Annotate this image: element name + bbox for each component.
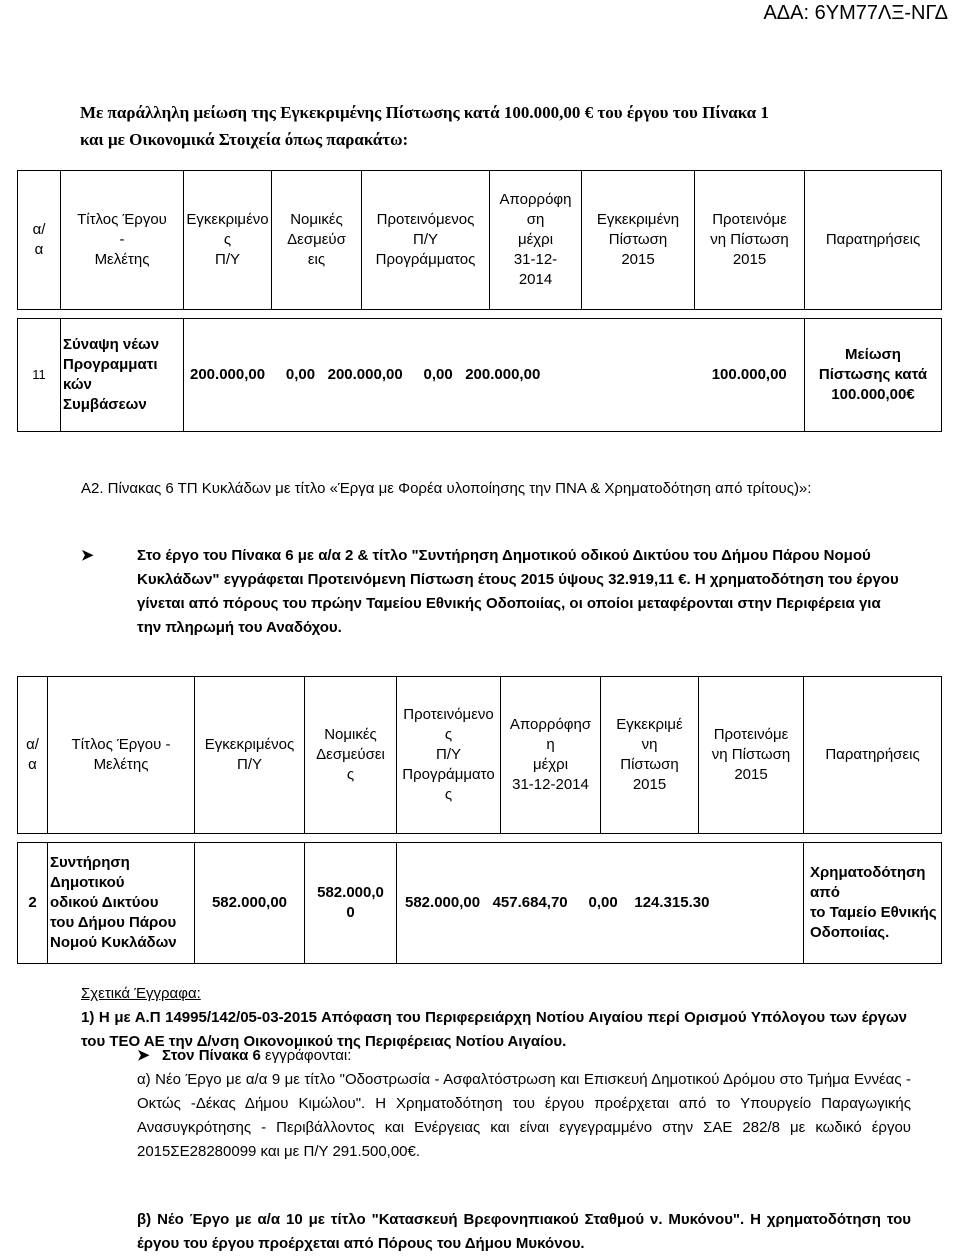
table-row — [18, 843, 942, 964]
t2-header-approved-credit: Εγκεκριμέ νη Πίστωση 2015 — [601, 677, 699, 834]
related-bullet-2-label: Στον Πίνακα 6 — [162, 1047, 261, 1064]
t1-row-aa: 11 — [18, 319, 61, 432]
t2-header-absorption: Απορρόφησ η μέχρι 31-12-2014 — [501, 677, 601, 834]
arrow-bullet-icon: ➤ — [137, 1047, 150, 1064]
t2-header-title: Τίτλος Έργου - Μελέτης — [48, 677, 195, 834]
section-a2-heading: Α2. Πίνακας 6 ΤΠ Κυκλάδων με τίτλο «Έργα με Φορέα υλοποίησης την ΠΝΑ & Χρηματοδότηση από τρίτους)»: — [81, 480, 812, 497]
table-row — [18, 319, 942, 432]
t2-row-legal: 582.000,0 0 — [305, 843, 397, 964]
t1-row-proposed-credit: 100.000,00 — [695, 319, 805, 432]
t2-row-aa: 2 — [18, 843, 48, 964]
t2-header-remarks: Παρατηρήσεις — [804, 677, 942, 834]
related-bullet-2-rest: εγγράφονται: — [265, 1047, 352, 1064]
section-a2-bullet — [81, 544, 909, 640]
t2-row-values: 582.000,00 457.684,70 0,00 124.315.30 — [397, 843, 804, 964]
section-a2-bullet-text: Στο έργο του Πίνακα 6 με α/α 2 & τίτλο "Συντήρηση Δημοτικού οδικού Δικτύου του Δήμου Πάρου Νομού Κυκλάδων" εγγράφεται Προτεινόμενη Πίστωση έτους 2015 ύψους 32.919,11 €. Η χρηματοδότηση του έργου γίνεται από πόρους του πρώην Ταμείου Εθνικής Οδοποιίας, οι οποίοι μεταφέρονται στην Περιφέρεια για την πληρωμή του Αναδόχου. — [137, 547, 899, 636]
t1-row-remarks: Μείωση Πίστωσης κατά 100.000,00€ — [805, 319, 942, 432]
t1-header-proposed: Προτεινόμενος Π/Υ Προγράμματος — [362, 171, 490, 310]
t1-header-title: Τίτλος Έργου - Μελέτης — [61, 171, 184, 310]
t1-header-aa: α/ α — [18, 171, 61, 310]
t1-row-values: 200.000,00 0,00 200.000,00 0,00 200.000,00 — [184, 319, 695, 432]
t2-header-proposed: Προτεινόμενο ς Π/Υ Προγράμματο ς — [397, 677, 501, 834]
t1-header-legal: Νομικές Δεσμεύσ εις — [272, 171, 362, 310]
t1-header-approved: Εγκεκριμένο ς Π/Υ — [184, 171, 272, 310]
t2-header-approved: Εγκεκριμένος Π/Υ — [195, 677, 305, 834]
t2-header-proposed-credit: Προτεινόμε νη Πίστωση 2015 — [699, 677, 804, 834]
t1-header-absorption: Απορρόφη ση μέχρι 31-12- 2014 — [490, 171, 582, 310]
t2-row-approved: 582.000,00 — [195, 843, 305, 964]
related-item-1: 1) Η με Α.Π 14995/142/05-03-2015 Απόφαση του Περιφερειάρχη Νοτίου Αιγαίου περί Ορισμού Υπόλογου των έργων του ΤΕΟ ΑΕ την Δ/νση Οικονομικού της Περιφέρειας Νοτίου Αιγαίου. — [81, 1009, 907, 1050]
t2-row-remarks: Χρηματοδότηση από το Ταμείο Εθνικής Οδοποιίας. — [804, 843, 942, 964]
t1-header-proposed-credit: Προτεινόμε νη Πίστωση 2015 — [695, 171, 805, 310]
t2-header-legal: Νομικές Δεσμεύσει ς — [305, 677, 397, 834]
table-2-header-row — [18, 677, 942, 834]
intro-line-1: Με παράλληλη μείωση της Εγκεκριμένης Πίστωσης κατά 100.000,00 € του έργου του Πίνακα 1 — [80, 103, 769, 122]
t1-header-approved-credit: Εγκεκριμένη Πίστωση 2015 — [582, 171, 695, 310]
table-2 — [17, 676, 942, 964]
arrow-bullet-icon: ➤ — [81, 547, 94, 564]
intro-line-2: και με Οικονομικά Στοιχεία όπως παρακάτω: — [80, 130, 409, 149]
table-1-header-row — [18, 171, 942, 310]
related-item-a: α) Νέο Έργο με α/α 9 με τίτλο "Οδοστρωσία - Ασφαλτόστρωση και Επισκευή Δημοτικού Δρόμου στο Τμήμα Εννέας - Οκτώς -Δέκας Δήμου Κιμώλου". Η Χρηματοδότηση του έργου προέρχεται από το Υπουργείο Παραγωγικής Ανασυγκρότησης - Περιβάλλοντος και Ενέργειας και είναι εγγεγραμμένο στην ΣΑΕ 282/8 με κωδικό έργου 2015ΣΕ28280099 και με Π/Υ 291.500,00€. — [137, 1071, 911, 1160]
t2-row-title: Συντήρηση Δημοτικού οδικού Δικτύου του Δήμου Πάρου Νομού Κυκλάδων — [48, 843, 195, 964]
related-item-b: β) Νέο Έργο με α/α 10 με τίτλο "Κατασκευή Βρεφονηπιακού Σταθμού ν. Μυκόνου". Η χρηματοδότηση του έργου του έργου προέρχεται από Πόρους του Δήμου Μυκόνου. — [137, 1211, 911, 1252]
table-1 — [17, 170, 942, 432]
intro-paragraph — [80, 99, 920, 153]
t2-header-aa: α/ α — [18, 677, 48, 834]
ada-code: ΑΔΑ: 6ΥΜ77ΛΞ-ΝΓΔ — [763, 2, 948, 24]
t1-row-title: Σύναψη νέων Προγραμματι κών Συμβάσεων — [61, 319, 184, 432]
t1-header-remarks: Παρατηρήσεις — [805, 171, 942, 310]
related-heading: Σχετικά Έγγραφα: — [81, 985, 201, 1002]
related-bullet-2 — [81, 1044, 909, 1068]
